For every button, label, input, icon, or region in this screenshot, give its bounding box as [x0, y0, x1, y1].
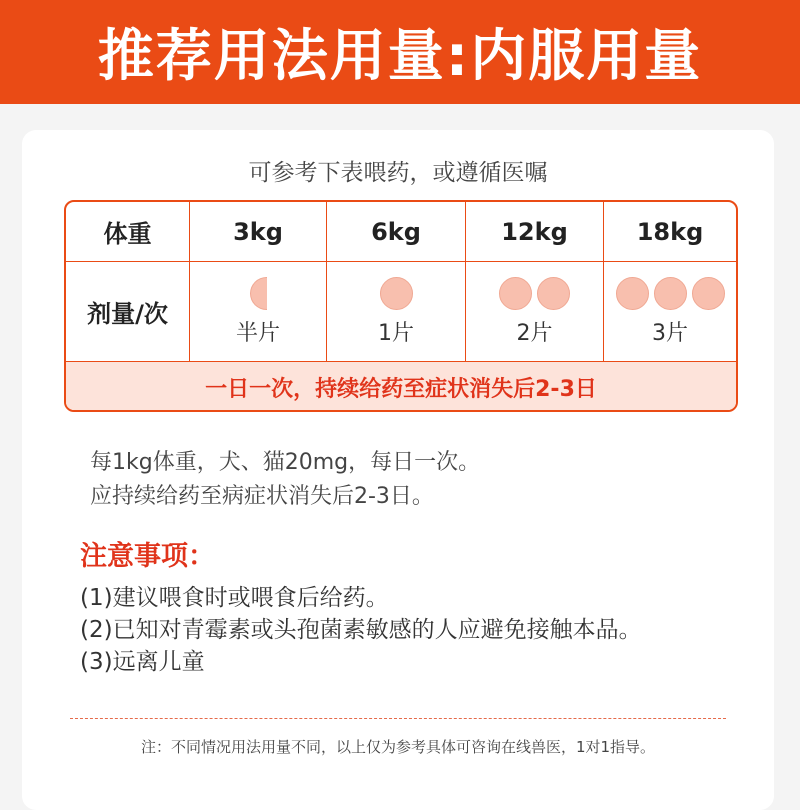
dosage-table — [64, 200, 738, 412]
dosage-description — [90, 446, 480, 514]
note-item: (3)远离儿童 — [80, 649, 205, 675]
dose-row-label: 剂量/次 — [87, 300, 168, 328]
footnote: 注：不同情况用法用量不同，以上仅为参考具体可咨询在线兽医，1对1指导。 — [140, 738, 656, 756]
note-item: (1)建议喂食时或喂食后给药。 — [80, 585, 389, 611]
weight-value: 18kg — [636, 217, 704, 246]
dose-header-cell — [66, 262, 190, 362]
tablet-group — [380, 276, 413, 310]
dose-quantity: 半片 — [235, 321, 280, 346]
description-line: 应持续给药至病症状消失后2-3日。 — [90, 484, 434, 509]
tablet-icon — [380, 277, 413, 310]
description-line: 每1kg体重，犬、猫20mg，每日一次。 — [90, 450, 481, 475]
tablet-icon — [654, 277, 687, 310]
dashed-divider — [70, 718, 726, 719]
tablet-group — [250, 276, 267, 310]
tablet-group — [616, 276, 725, 310]
weight-cell — [604, 202, 736, 262]
dose-quantity: 1片 — [378, 321, 414, 346]
tablet-icon — [692, 277, 725, 310]
tablet-icon — [537, 277, 570, 310]
table-dose-row — [66, 262, 736, 362]
dose-cell — [190, 262, 327, 362]
weight-cell — [466, 202, 604, 262]
dose-quantity: 2片 — [516, 321, 553, 346]
notes-heading: 注意事项： — [80, 541, 215, 572]
table-header-row — [66, 202, 736, 262]
title-banner — [0, 0, 800, 104]
weight-value: 12kg — [501, 217, 568, 246]
table-footer-row — [66, 362, 736, 412]
page-title: 推荐用法用量:内服用量 — [97, 24, 703, 89]
weight-header-label: 体重 — [103, 220, 152, 248]
note-item: (2)已知对青霉素或头孢菌素敏感的人应避免接触本品。 — [80, 617, 642, 643]
tablet-icon — [616, 277, 649, 310]
notes-list — [80, 582, 642, 678]
content-card — [22, 130, 774, 810]
table-subtitle: 可参考下表喂药，或遵循医嘱 — [248, 160, 548, 186]
weight-value: 6kg — [371, 217, 421, 246]
dose-cell — [327, 262, 466, 362]
weight-header-cell — [66, 202, 190, 262]
weight-cell — [327, 202, 466, 262]
weight-cell — [190, 202, 327, 262]
half-tablet-icon — [250, 277, 267, 310]
tablet-group — [499, 276, 570, 310]
dose-cell — [604, 262, 736, 362]
dose-quantity: 3片 — [652, 321, 688, 346]
dose-cell — [466, 262, 604, 362]
tablet-icon — [499, 277, 532, 310]
weight-value: 3kg — [233, 217, 283, 246]
frequency-note: 一日一次，持续给药至症状消失后2-3日 — [205, 376, 597, 402]
